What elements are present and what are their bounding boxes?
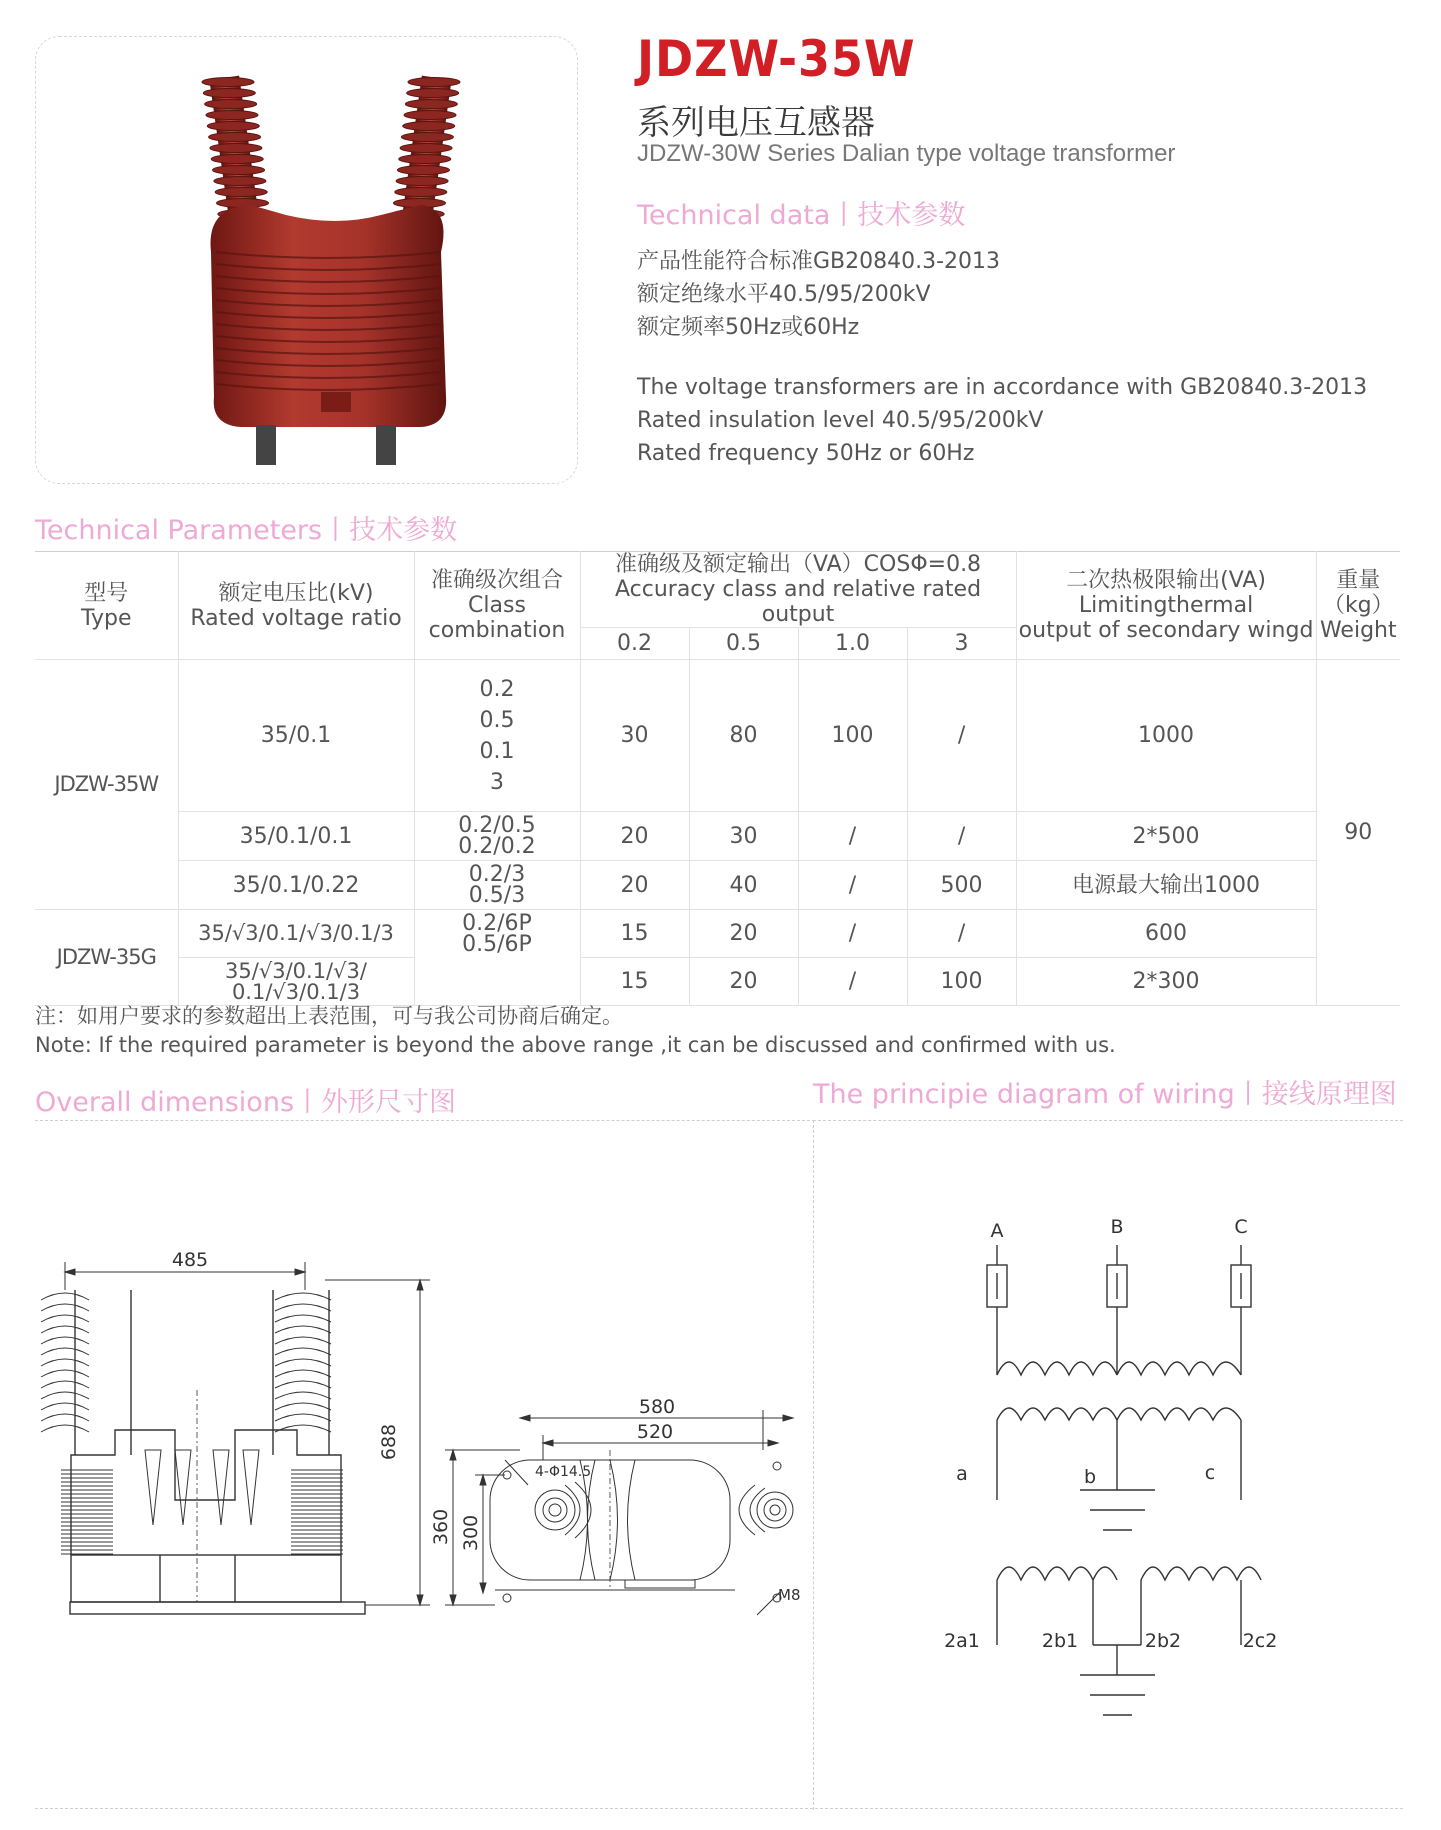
drawing-shed	[41, 1326, 89, 1333]
header-accuracy: 准确级及额定输出（VA）COSΦ=0.8 Accuracy class and relative rated output	[580, 552, 1016, 628]
table-row	[35, 910, 1400, 958]
drawing-shed	[41, 1359, 89, 1366]
class-cell	[414, 958, 580, 1006]
product-photo-frame	[35, 36, 578, 484]
value-cell: /	[907, 660, 1016, 812]
value-cell: 20	[689, 910, 798, 958]
value-cell: 30	[689, 812, 798, 861]
ratio-cell: 35/0.1/0.1	[178, 812, 414, 861]
drawing-shed	[61, 1526, 113, 1530]
label-a: a	[956, 1463, 968, 1485]
drawing-shed	[291, 1478, 343, 1482]
label-C: C	[1234, 1216, 1248, 1238]
drawing-shed	[291, 1502, 343, 1506]
header-class: 准确级次组合 Class combination	[414, 552, 580, 660]
label-B: B	[1110, 1216, 1124, 1238]
header-ratio: 额定电压比(kV) Rated voltage ratio	[178, 552, 414, 660]
drawing-shed	[291, 1526, 343, 1530]
drawing-shed	[41, 1381, 89, 1388]
drawing-shed	[275, 1348, 331, 1355]
bushing-shed	[205, 100, 257, 109]
side-base-plate	[70, 1602, 365, 1614]
drawing-shed	[291, 1494, 343, 1498]
wiring-diagram	[920, 1175, 1340, 1745]
value-cell: 30	[580, 660, 689, 812]
note-english: Note: If the required parameter is beyond the above range ,it can be discussed and confirmed with us.	[35, 1033, 1116, 1057]
drawing-shed	[41, 1293, 89, 1300]
drawing-shed	[61, 1486, 113, 1490]
limit-cell: 1000	[1016, 660, 1316, 812]
value-cell: 20	[580, 861, 689, 910]
dim-hole: 4-Φ14.5	[535, 1464, 592, 1480]
limit-cell: 2*300	[1016, 958, 1316, 1006]
bushing-shed	[407, 89, 459, 98]
bushing-shed	[210, 144, 262, 153]
ratio-cell: 35/0.1/0.22	[178, 861, 414, 910]
drawing-shed	[41, 1348, 89, 1355]
drawing-shed	[61, 1518, 113, 1522]
drawing-shed	[275, 1403, 331, 1410]
dim-688: 688	[378, 1423, 400, 1461]
drawing-shed	[41, 1304, 89, 1311]
label-b: b	[1083, 1466, 1097, 1488]
table-row	[35, 660, 1400, 812]
label-2c2: 2c2	[1242, 1630, 1278, 1652]
drawing-shed	[275, 1392, 331, 1399]
drawing-shed	[275, 1370, 331, 1377]
drawing-shed	[41, 1403, 89, 1410]
label-2a1: 2a1	[944, 1630, 980, 1652]
drawing-shed	[291, 1510, 343, 1514]
table-row	[35, 958, 1400, 1006]
parameters-table	[35, 551, 1400, 1006]
drawing-shed	[275, 1315, 331, 1322]
value-cell: 100	[907, 958, 1016, 1006]
dim-485: 485	[171, 1249, 209, 1271]
divider-right	[813, 1120, 1403, 1121]
header-acc-0-2: 0.2	[580, 628, 689, 660]
right-foot	[376, 425, 396, 465]
info-line-en-3: Rated frequency 50Hz or 60Hz	[637, 441, 975, 466]
drawing-shed	[291, 1550, 343, 1554]
bushing-shed	[403, 122, 455, 131]
class-cell: 0.2 0.5 0.1 3	[414, 660, 580, 812]
wiring-heading: The principie diagram of wiring丨接线原理图	[813, 1079, 1397, 1110]
drawing-shed	[275, 1304, 331, 1311]
drawing-shed	[61, 1494, 113, 1498]
info-line-en-2: Rated insulation level 40.5/95/200kV	[637, 408, 1044, 433]
bushing-shed	[214, 177, 266, 186]
model-cell: JDZW-35W	[35, 660, 178, 910]
value-cell: /	[798, 812, 907, 861]
technical-data-heading: Technical data丨技术参数	[637, 200, 966, 231]
divider-vertical	[813, 1120, 814, 1810]
header-acc-3: 3	[907, 628, 1016, 660]
value-cell: /	[907, 812, 1016, 861]
table-row	[35, 812, 1400, 861]
bushing-shed	[395, 188, 447, 197]
info-line-cn-2: 额定绝缘水平40.5/95/200kV	[637, 282, 931, 307]
class-cell: 0.2/0.5 0.2/0.2	[414, 812, 580, 861]
dim-580: 580	[638, 1396, 676, 1418]
info-line-en-1: The voltage transformers are in accordance with GB20840.3-2013	[637, 375, 1368, 400]
drawing-shed	[61, 1510, 113, 1514]
drawing-shed	[275, 1359, 331, 1366]
page-title: JDZW-35W	[637, 30, 916, 88]
drawing-shed	[275, 1293, 331, 1300]
drawing-shed	[61, 1478, 113, 1482]
drawing-shed	[275, 1326, 331, 1333]
info-line-cn-1: 产品性能符合标准GB20840.3-2013	[637, 249, 1001, 274]
header-type: 型号 Type	[35, 552, 178, 660]
transformer-photo	[36, 37, 579, 485]
value-cell: /	[798, 958, 907, 1006]
drawing-shed	[61, 1502, 113, 1506]
info-line-cn-3: 额定频率50Hz或60Hz	[637, 315, 860, 340]
drawing-shed	[61, 1542, 113, 1546]
limit-cell: 600	[1016, 910, 1316, 958]
drawing-shed	[291, 1518, 343, 1522]
value-cell: 80	[689, 660, 798, 812]
drawing-shed	[41, 1337, 89, 1344]
bushing-shed	[399, 155, 451, 164]
bushing-shed	[397, 166, 449, 175]
value-cell: /	[798, 861, 907, 910]
divider-bottom	[35, 1808, 1403, 1809]
plan-bushing-left	[535, 1490, 575, 1530]
bushing-shed	[213, 166, 265, 175]
ratio-cell: 35/√3/0.1/√3/ 0.1/√3/0.1/3	[178, 958, 414, 1006]
drawing-shed	[275, 1337, 331, 1344]
divider-left	[35, 1120, 815, 1121]
left-foot	[256, 425, 276, 465]
class-cell: 0.2/3 0.5/3	[414, 861, 580, 910]
terminal-box	[321, 392, 351, 412]
value-cell: /	[798, 910, 907, 958]
value-cell: /	[907, 910, 1016, 958]
ratio-cell: 35/0.1	[178, 660, 414, 812]
subtitle-english: JDZW-30W Series Dalian type voltage transformer	[637, 140, 1176, 167]
dim-bolt: M8	[778, 1586, 801, 1604]
dim-520: 520	[636, 1421, 674, 1443]
drawing-shed	[275, 1381, 331, 1388]
value-cell: 40	[689, 861, 798, 910]
value-cell: 20	[689, 958, 798, 1006]
bushing-shed	[404, 111, 456, 120]
drawing-shed	[275, 1414, 331, 1421]
header-acc-1-0: 1.0	[798, 628, 907, 660]
value-cell: 20	[580, 812, 689, 861]
bushing-shed	[202, 78, 254, 87]
limit-cell: 电源最大输出1000	[1016, 861, 1316, 910]
value-cell: 100	[798, 660, 907, 812]
label-A: A	[990, 1220, 1004, 1242]
drawing-shed	[275, 1425, 331, 1432]
dimensions-drawing	[35, 1130, 810, 1800]
label-2b2: 2b2	[1144, 1630, 1182, 1652]
drawing-shed	[291, 1542, 343, 1546]
label-c: c	[1204, 1462, 1216, 1484]
bushing-shed	[209, 133, 261, 142]
bushing-shed	[207, 122, 259, 131]
bushing-shed	[396, 177, 448, 186]
drawing-shed	[291, 1486, 343, 1490]
limit-cell: 2*500	[1016, 812, 1316, 861]
bushing-shed	[203, 89, 255, 98]
dimensions-heading: Overall dimensions丨外形尺寸图	[35, 1087, 457, 1118]
plan-bushing-right	[757, 1492, 793, 1528]
drawing-shed	[61, 1470, 113, 1474]
side-body-lower	[71, 1555, 341, 1602]
bushing-shed	[206, 111, 258, 120]
left-bushing	[202, 76, 270, 229]
subtitle-chinese: 系列电压互感器	[637, 103, 875, 143]
drawing-shed	[61, 1550, 113, 1554]
drawing-shed	[41, 1370, 89, 1377]
bushing-shed	[400, 144, 452, 153]
right-bushing	[392, 76, 460, 229]
value-cell: 15	[580, 910, 689, 958]
note-chinese: 注：如用户要求的参数超出上表范围，可与我公司协商后确定。	[35, 1004, 623, 1028]
drawing-shed	[41, 1315, 89, 1322]
bushing-shed	[408, 78, 460, 87]
weight-cell: 90	[1316, 660, 1400, 1006]
side-body-upper	[71, 1430, 341, 1555]
bushing-shed	[215, 188, 267, 197]
class-cell: 0.2/6P 0.5/6P	[414, 910, 580, 958]
label-2b1: 2b1	[1041, 1630, 1079, 1652]
value-cell: 500	[907, 861, 1016, 910]
model-cell: JDZW-35G	[35, 910, 178, 1006]
bushing-shed	[405, 100, 457, 109]
header-limiting: 二次热极限输出(VA) Limitingthermal output of secondary wingd	[1016, 552, 1316, 660]
ratio-cell: 35/√3/0.1/√3/0.1/3	[178, 910, 414, 958]
header-acc-0-5: 0.5	[689, 628, 798, 660]
drawing-shed	[61, 1534, 113, 1538]
dim-360: 360	[430, 1508, 452, 1546]
drawing-shed	[291, 1470, 343, 1474]
value-cell: 15	[580, 958, 689, 1006]
drawing-shed	[41, 1425, 89, 1432]
drawing-shed	[41, 1414, 89, 1421]
bushing-shed	[401, 133, 453, 142]
drawing-shed	[291, 1534, 343, 1538]
bushing-shed	[211, 155, 263, 164]
drawing-shed	[41, 1392, 89, 1399]
technical-parameters-heading: Technical Parameters丨技术参数	[35, 515, 458, 546]
dim-300: 300	[460, 1514, 482, 1552]
table-row	[35, 861, 1400, 910]
header-weight: 重量 （kg） Weight	[1316, 552, 1400, 660]
